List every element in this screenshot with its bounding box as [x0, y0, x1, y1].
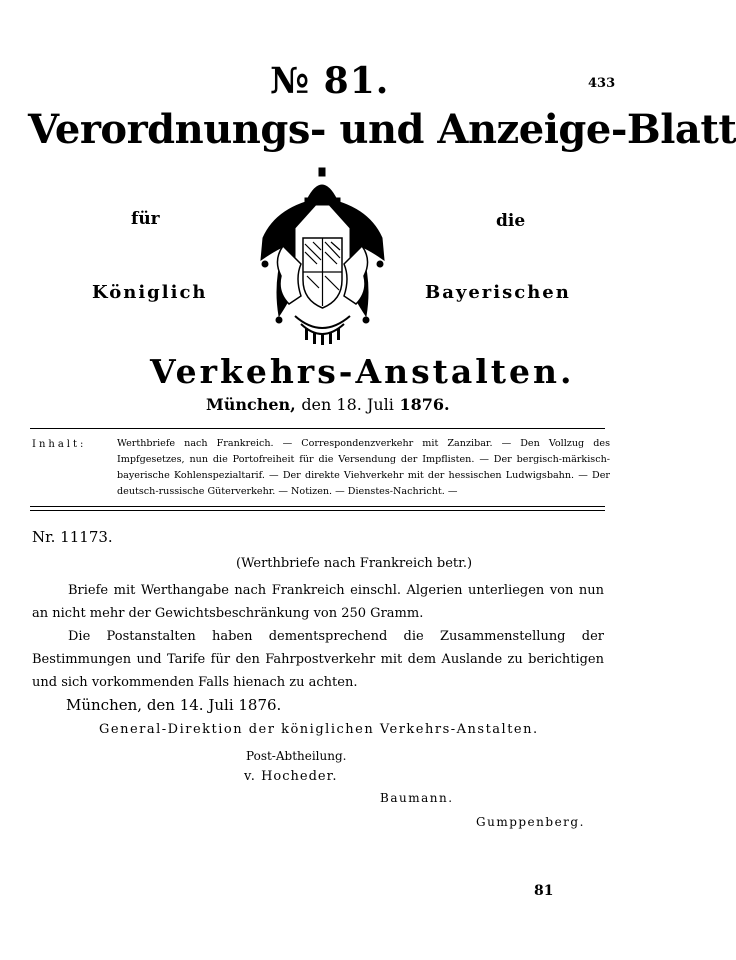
signed-date: München, den 14. Juli 1876. — [66, 696, 282, 714]
contents-text: Werthbriefe nach Frankreich. — Correspondenzverkehr mit Zanzibar. — Den Vollzug des Impfgesetzes, nun die Portofreiheit für die Versendung der Impflisten. — Der bergisch-märkisch-bayerische Kohlenspezialtarif. — Der direkte Viehverkehr mit der hessischen Ludwigsbahn. — Der deutsch-russische Güterverkehr. — Notizen. — Dienstes-Nachricht. — — [117, 438, 610, 497]
masthead-koeniglich-word: Königlich — [92, 282, 208, 303]
signature-gumppenberg: Gumppenberg. — [476, 815, 585, 829]
signature-hocheder: v. Hocheder. — [244, 769, 338, 784]
masthead-bayerischen-word: Bayerischen — [425, 282, 571, 303]
paragraph-1: Briefe mit Werthangabe nach Frankreich einschl. Algerien unterliegen von nun an nicht mehr der Gewichtsbeschränkung von 250 Gramm. — [32, 583, 604, 621]
issue-dateline — [206, 395, 450, 414]
dateline-place: München, — [206, 395, 296, 414]
sheet-number: 81 — [534, 883, 554, 899]
directorate: General-Direktion der königlichen Verkehrs-Anstalten. — [99, 722, 539, 737]
page-number: 433 — [588, 76, 616, 91]
bottom-rule-thin — [30, 510, 605, 511]
contents-label: Inhalt: — [32, 439, 87, 450]
bottom-rule — [30, 506, 605, 507]
masthead-title: Verordnungs- und Anzeige-Blatt — [28, 106, 736, 153]
issue-number: № 81. — [270, 60, 390, 102]
signature-baumann: Baumann. — [380, 791, 454, 805]
masthead-subtitle: Verkehrs-Anstalten. — [150, 352, 575, 391]
masthead-die-word: die — [496, 211, 526, 231]
masthead-for-word: für — [131, 209, 160, 229]
coat-of-arms-emblem — [255, 168, 390, 346]
dateline-day: den 18. Juli — [301, 395, 394, 414]
dateline-year: 1876. — [399, 395, 450, 414]
document-subject: (Werthbriefe nach Frankreich betr.) — [236, 556, 473, 571]
paragraph-2: Die Postanstalten haben dementsprechend die Zusammenstellung der Bestimmungen und Tarife für den Fahrpostverkehr mit dem Auslande zu berichtigen und sich vorkommenden Falls hienach zu achten. — [32, 629, 604, 690]
department: Post-Abtheilung. — [246, 749, 347, 763]
top-rule — [30, 428, 605, 429]
document-number: Nr. 11173. — [32, 528, 113, 546]
